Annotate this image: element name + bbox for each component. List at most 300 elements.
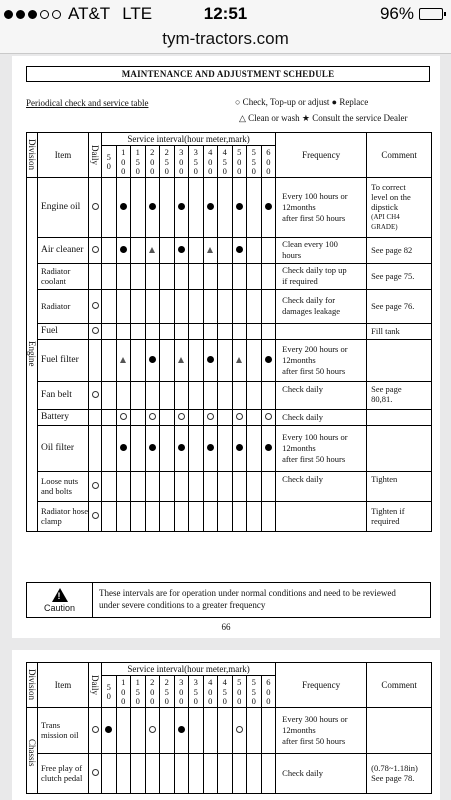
text-line: 80,81. [371,393,393,404]
replace-mark [265,444,272,451]
frequency-cell [276,263,367,289]
interval-cell [131,177,146,237]
table-row [27,339,432,381]
interval-cell [145,471,160,501]
text-line: Clean every 100 [282,239,338,249]
interval-cell [189,381,204,409]
check-mark [236,726,243,733]
interval-cell [102,177,117,237]
interval-cell [189,339,204,381]
interval-cell [174,263,189,289]
daily-header: Daily [89,133,102,178]
text-line: hours [282,250,302,260]
interval-cell [102,707,117,753]
interval-cell [232,381,247,409]
interval-cell [232,237,247,263]
interval-cell [218,381,233,409]
interval-cell [131,501,146,531]
replace-mark [265,203,272,210]
interval-cell [189,177,204,237]
check-mark [92,512,99,519]
text-line: See page 76. [371,301,415,311]
interval-column-header: 6 0 0 [261,146,276,178]
interval-cell [174,409,189,425]
interval-cell [174,501,189,531]
interval-cell [218,323,233,339]
interval-column-header: 1 5 0 [131,146,146,178]
daily-cell [89,177,102,237]
check-mark [149,413,156,420]
frequency-cell [276,323,367,339]
caution-label: Caution [43,602,76,613]
check-mark [92,482,99,489]
daily-cell [89,381,102,409]
comment-cell [367,707,432,753]
check-mark [207,413,214,420]
daily-cell [89,707,102,753]
interval-cell [116,237,131,263]
replace-mark [120,203,127,210]
text-line: GRADE) [371,223,398,231]
table-row [27,409,432,425]
interval-column-header: 2 5 0 [160,676,175,708]
interval-cell [102,339,117,381]
interval-cell [145,425,160,471]
text-line: after first 50 hours [282,212,346,223]
interval-cell [145,177,160,237]
table-row [27,289,432,323]
interval-cell [261,323,276,339]
check-mark [178,413,185,420]
interval-column-header: 2 0 0 [145,146,160,178]
comment-cell [367,339,432,381]
interval-cell [218,237,233,263]
interval-cell [160,237,175,263]
frequency-cell [276,339,367,381]
interval-cell [174,177,189,237]
replace-mark [207,203,214,210]
interval-cell [160,425,175,471]
interval-column-header: 3 0 0 [174,676,189,708]
interval-cell [232,471,247,501]
frequency-cell [276,425,367,471]
battery-icon [419,8,443,20]
clean-mark [149,247,155,253]
comment-cell [367,381,432,409]
comment-header: Comment [367,133,432,178]
caution-box [26,582,431,618]
interval-column-header: 4 5 0 [218,676,233,708]
table-row [27,425,432,471]
interval-cell [261,471,276,501]
interval-column-header: 5 0 0 [232,676,247,708]
interval-cell [203,409,218,425]
interval-cell [174,381,189,409]
interval-cell [174,471,189,501]
table-row [27,177,432,237]
interval-cell [102,501,117,531]
frequency-cell [276,501,367,531]
interval-cell [160,339,175,381]
text-line: 12months [282,201,316,212]
interval-cell [232,263,247,289]
division-header: Division [27,133,38,178]
table-row [27,323,432,339]
interval-cell [131,381,146,409]
division-header: Division [27,663,38,708]
interval-column-header: 2 5 0 [160,146,175,178]
interval-cell [131,237,146,263]
interval-cell [218,707,233,753]
interval-cell [247,425,262,471]
replace-mark [265,356,272,363]
text-line: See page 75. [371,271,415,281]
interval-cell [261,289,276,323]
interval-column-header: 4 5 0 [218,146,233,178]
text-line: Check daily top up [282,265,347,275]
text-line: after first 50 hours [282,735,346,746]
interval-cell [203,753,218,793]
status-bar [0,0,451,28]
text-line: Check daily [282,767,323,778]
daily-cell [89,289,102,323]
interval-cell [116,381,131,409]
interval-cell [203,289,218,323]
interval-column-header: 2 0 0 [145,676,160,708]
comment-cell [367,323,432,339]
replace-mark [178,726,185,733]
replace-mark [120,246,127,253]
interval-cell [261,237,276,263]
item-name: Fan belt [38,381,89,409]
interval-cell [232,425,247,471]
interval-cell [189,323,204,339]
comment-cell [367,237,432,263]
interval-cell [203,323,218,339]
comment-cell [367,753,432,793]
division-chassis: Chassis [27,707,38,793]
interval-cell [116,707,131,753]
chassis-schedule-table [26,662,432,794]
frequency-header: Frequency [276,663,367,708]
interval-cell [232,323,247,339]
interval-cell [218,339,233,381]
interval-cell [218,177,233,237]
url-bar[interactable] [0,28,451,54]
interval-cell [116,177,131,237]
interval-cell [203,263,218,289]
carrier-name: AT&T [68,4,111,23]
daily-cell [89,339,102,381]
text-line: Every 300 hours or [282,713,348,724]
caution-text-line1: These intervals are for operation under normal conditions and need to be reviewed [99,588,396,598]
interval-column-header: 1 0 0 [116,146,131,178]
item-name: Free play of clutch pedal [38,753,89,793]
clean-mark [178,357,184,363]
interval-cell [232,339,247,381]
interval-cell [174,339,189,381]
check-mark [120,413,127,420]
interval-cell [131,289,146,323]
table-row [27,753,432,793]
clock: 12:51 [203,4,248,23]
interval-cell [131,753,146,793]
interval-cell [174,753,189,793]
comment-cell [367,501,432,531]
interval-cell [145,237,160,263]
text-line: Fill tank [371,326,400,336]
interval-column-header: 1 5 0 [131,676,146,708]
interval-cell [247,289,262,323]
replace-mark [178,246,185,253]
daily-cell [89,753,102,793]
interval-cell [102,289,117,323]
interval-column-header: 4 0 0 [203,676,218,708]
item-name: Radiator hose clamp [38,501,89,531]
interval-cell [102,237,117,263]
interval-cell [261,753,276,793]
frequency-cell [276,753,367,793]
check-mark [92,246,99,253]
interval-cell [116,263,131,289]
clean-mark [120,357,126,363]
item-name: Radiator [38,289,89,323]
interval-cell [131,707,146,753]
item-name: Air cleaner [38,237,89,263]
interval-cell [131,339,146,381]
interval-cell [116,323,131,339]
replace-mark [149,356,156,363]
interval-cell [160,409,175,425]
interval-cell [102,263,117,289]
table-row [27,501,432,531]
interval-cell [203,425,218,471]
daily-cell [89,237,102,263]
frequency-cell [276,237,367,263]
interval-cell [116,409,131,425]
interval-cell [189,707,204,753]
text-line: 12months [282,354,316,365]
text-line: (API CH4 [371,213,400,221]
text-line: Every 100 hours or [282,190,348,201]
replace-mark [105,726,112,733]
interval-cell [116,753,131,793]
service-interval-header: Service interval(hour meter,mark) [102,663,276,676]
interval-cell [145,289,160,323]
frequency-cell [276,707,367,753]
check-mark [92,327,99,334]
interval-column-header: 5 0 0 [232,146,247,178]
table-row [27,263,432,289]
interval-column-header: 5 0 [102,676,117,708]
interval-cell [247,501,262,531]
text-line: level on the [371,192,411,202]
network-type: LTE [122,4,153,23]
item-name: Engine oil [38,177,89,237]
text-line: 12months [282,724,316,735]
daily-header: Daily [89,663,102,708]
interval-cell [160,471,175,501]
table-row [27,237,432,263]
interval-cell [247,381,262,409]
replace-mark [236,246,243,253]
replace-mark [178,203,185,210]
interval-cell [174,707,189,753]
interval-cell [145,339,160,381]
text-line: To correct [371,182,406,192]
interval-cell [160,707,175,753]
clean-mark [207,247,213,253]
interval-cell [232,707,247,753]
text-line: Tighten if [371,506,405,516]
interval-cell [102,381,117,409]
frequency-cell [276,409,367,425]
interval-cell [261,409,276,425]
check-mark [265,413,272,420]
interval-cell [102,409,117,425]
legend-check-replace: ○ Check, Top-up or adjust ● Replace [235,97,369,107]
interval-cell [189,263,204,289]
interval-cell [145,323,160,339]
interval-cell [247,339,262,381]
interval-cell [203,707,218,753]
interval-cell [131,263,146,289]
item-header: Item [38,133,89,178]
legend-clean-consult: △ Clean or wash ★ Consult the service Dealer [239,113,408,123]
frequency-cell [276,289,367,323]
comment-cell [367,471,432,501]
interval-column-header: 4 0 0 [203,146,218,178]
interval-cell [247,471,262,501]
text-line: Check daily for [282,295,336,305]
division-engine: Engine [27,177,38,531]
interval-cell [174,237,189,263]
interval-cell [131,409,146,425]
text-line: Every 100 hours or [282,431,348,442]
interval-cell [247,323,262,339]
interval-cell [116,289,131,323]
interval-cell [145,381,160,409]
interval-cell [131,425,146,471]
interval-cell [261,425,276,471]
interval-cell [131,323,146,339]
manual-page-67 [12,650,440,800]
interval-cell [102,471,117,501]
caution-text-line2: under severe conditions to a greater frequency [99,600,266,610]
interval-cell [218,753,233,793]
interval-cell [203,339,218,381]
text-line: after first 50 hours [282,365,346,376]
text-line: See page 82 [371,245,413,255]
interval-cell [247,263,262,289]
interval-cell [247,707,262,753]
interval-cell [189,425,204,471]
interval-cell [145,753,160,793]
text-line: Check daily [282,383,323,394]
interval-cell [174,425,189,471]
interval-cell [247,237,262,263]
interval-cell [218,501,233,531]
battery-percent: 96% [379,4,414,23]
interval-cell [203,237,218,263]
interval-cell [189,289,204,323]
comment-cell [367,263,432,289]
interval-cell [145,409,160,425]
service-schedule-table [26,132,432,532]
item-name: Trans mission oil [38,707,89,753]
interval-cell [232,177,247,237]
interval-cell [218,289,233,323]
text-line: Check daily [282,473,323,484]
interval-cell [145,707,160,753]
comment-cell [367,177,432,237]
interval-cell [218,425,233,471]
interval-cell [189,409,204,425]
item-name: Fuel filter [38,339,89,381]
frequency-header: Frequency [276,133,367,178]
check-mark [92,726,99,733]
frequency-cell [276,177,367,237]
text-line: See page 78. [371,773,415,783]
interval-cell [232,409,247,425]
comment-cell [367,289,432,323]
interval-cell [189,471,204,501]
item-header: Item [38,663,89,708]
daily-cell [89,425,102,471]
interval-cell [232,753,247,793]
table-row [27,707,432,753]
interval-cell [261,707,276,753]
interval-cell [218,471,233,501]
table-row [27,471,432,501]
clean-mark [236,357,242,363]
replace-mark [236,203,243,210]
interval-cell [247,753,262,793]
comment-cell [367,409,432,425]
interval-cell [160,753,175,793]
check-mark [92,302,99,309]
interval-cell [261,381,276,409]
text-line: required [371,516,400,526]
interval-cell [218,409,233,425]
interval-column-header: 6 0 0 [261,676,276,708]
check-mark [149,726,156,733]
check-mark [92,203,99,210]
text-line: (0.78~1.18in) [371,763,418,773]
interval-cell [203,381,218,409]
url-domain: tym-tractors.com [162,29,289,48]
interval-cell [102,323,117,339]
interval-cell [261,177,276,237]
replace-mark [178,444,185,451]
warning-icon: ! [52,588,68,602]
check-mark [236,413,243,420]
text-line: damages leakage [282,306,340,316]
replace-mark [236,444,243,451]
item-name: Radiator coolant [38,263,89,289]
replace-mark [149,444,156,451]
interval-cell [261,339,276,381]
interval-cell [145,263,160,289]
text-line: See page [371,383,402,394]
item-name: Fuel [38,323,89,339]
interval-cell [189,501,204,531]
interval-column-header: 5 5 0 [247,676,262,708]
text-line: dipstick [371,202,399,212]
interval-cell [102,425,117,471]
comment-cell [367,425,432,471]
check-mark [92,769,99,776]
